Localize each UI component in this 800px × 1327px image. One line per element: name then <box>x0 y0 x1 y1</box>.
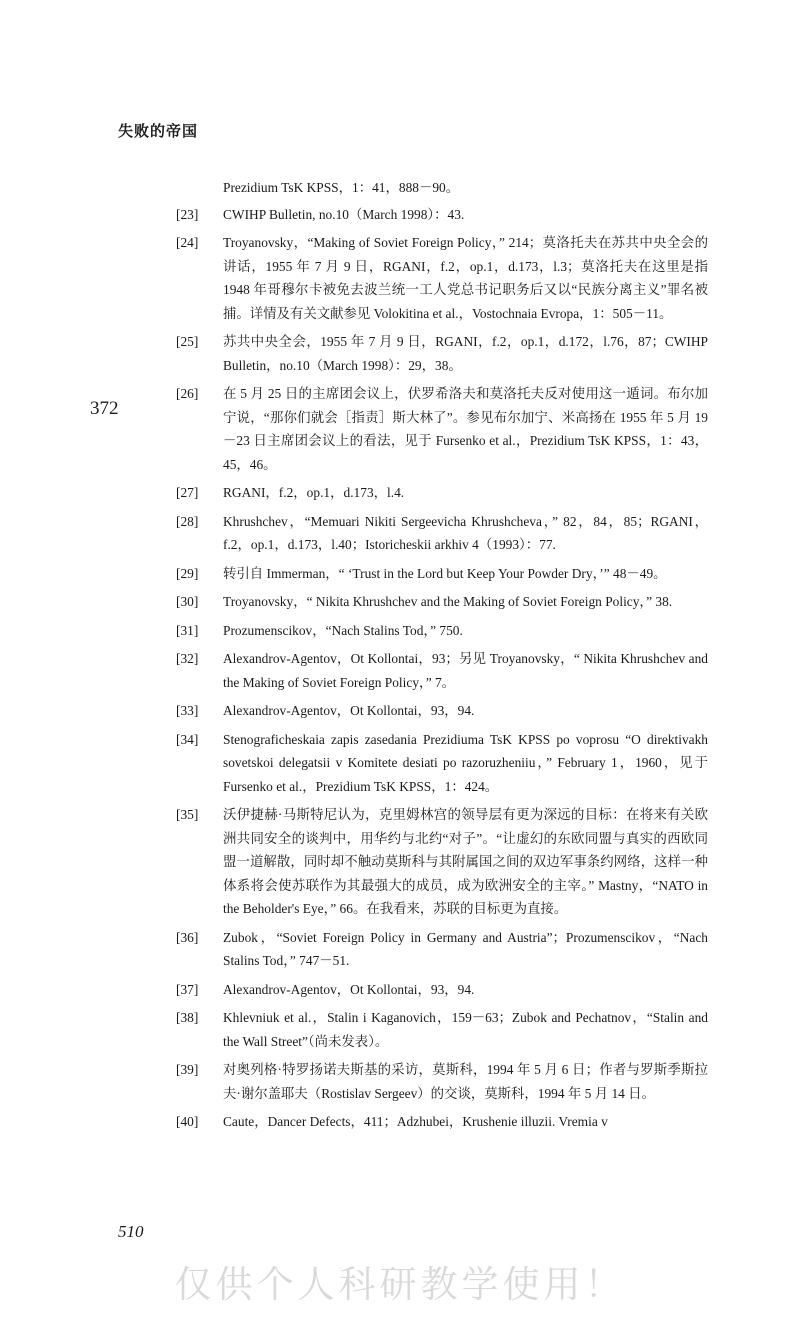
note-continuation: Prezidium TsK KPSS，1：41，888－90。 <box>223 180 460 195</box>
endnote <box>176 1006 708 1053</box>
endnote-text: Alexandrov-Agentov，Ot Kollontai，93，94. <box>223 703 475 718</box>
endnote <box>176 978 708 1002</box>
endnote <box>176 562 708 586</box>
endnote-text: Troyanovsky，“ Nikita Khrushchev and the Making of Soviet Foreign Policy，” 38. <box>223 594 673 609</box>
watermark: 仅供个人科研教学使用！ <box>174 1263 626 1306</box>
endnote-text: Zubok，“Soviet Foreign Policy in Germany and Austria”；Prozumenscikov，“Nach Stalins Tod，” 747－51. <box>223 929 708 968</box>
endnote-text: Troyanovsky，“Making of Soviet Foreign Policy，” 214；莫洛托夫在苏共中央全会的讲话，1955 年 7 月 9 日，RGANI，f.2，op.1，d.173，l.3；莫洛托夫在这里是指 1948 年哥穆尔卡被免去波兰统一工人党总书记职务后又以“民族分离主义”罪名被捕。详情及有关文献参见 Volokitina et al.，Vostochnaia Evropa，1：505－11。 <box>223 235 708 321</box>
endnote <box>176 647 708 694</box>
endnote-number: [27] <box>176 485 199 500</box>
endnote <box>176 728 708 799</box>
endnote <box>176 203 708 227</box>
endnote-text: CWIHP Bulletin, no.10（March 1998）：43. <box>223 206 465 222</box>
endnote-number: [34] <box>176 731 199 747</box>
endnote <box>176 803 708 921</box>
endnote <box>176 382 708 476</box>
endnote <box>176 510 708 557</box>
endnote-text: 对奥列格·特罗扬诺夫斯基的采访，莫斯科，1994 年 5 月 6 日；作者与罗斯季斯拉夫·谢尔盖耶夫（Rostislav Sergeev）的交谈，莫斯科，1994 年 5 月 14 日。 <box>223 1062 708 1101</box>
endnote-number: [37] <box>176 981 199 997</box>
endnote-text: Caute，Dancer Defects，411；Adzhubei，Krushenie illuzii. Vremia v <box>223 1114 608 1129</box>
endnotes-list <box>176 176 708 1139</box>
endnote <box>176 590 708 614</box>
endnote-text: Khlevniuk et al.，Stalin i Kaganovich，159－63；Zubok and Pechatnov，“Stalin and the Wall Street”（尚未发表）。 <box>223 1010 708 1049</box>
margin-page-number: 372 <box>90 398 119 419</box>
endnote-number: [24] <box>176 235 199 250</box>
endnote-number: [23] <box>176 206 199 222</box>
endnote-number: [28] <box>176 513 199 529</box>
endnote <box>176 481 708 505</box>
endnote <box>176 231 708 325</box>
endnote <box>176 619 708 643</box>
endnote-number: [39] <box>176 1062 199 1077</box>
endnote <box>176 699 708 723</box>
endnote <box>176 1110 708 1134</box>
endnote-text: Stenograficheskaia zapis zasedania Prezidiuma TsK KPSS po voprosu “O direktivakh sovetskoi delegatsii v Komitete desiati po razoruzheniiu，” February 1，1960，见于 Fursenko et al.，Prezidium TsK KPSS，1：424。 <box>223 731 708 794</box>
endnote-number: [30] <box>176 594 199 609</box>
endnote-number: [35] <box>176 807 199 822</box>
endnote <box>176 1058 708 1105</box>
endnote-number: [26] <box>176 386 199 401</box>
endnote-text: Alexandrov-Agentov，Ot Kollontai，93；另见 Troyanovsky，“ Nikita Khrushchev and the Making of Soviet Foreign Policy，” 7。 <box>223 651 708 690</box>
endnote-text: 苏共中央全会，1955 年 7 月 9 日，RGANI，f.2，op.1，d.172，l.76，87；CWIHP Bulletin，no.10（March 1998）：29，38。 <box>223 334 708 373</box>
endnote-text: 转引自 Immerman，“ ‘Trust in the Lord but Keep Your Powder Dry，’” 48－49。 <box>223 565 667 581</box>
endnote-text: Khrushchev，“Memuari Nikiti Sergeevicha Khrushcheva，” 82，84，85；RGANI，f.2，op.1，d.173，l.40；Istoricheskii arkhiv 4（1993）：77. <box>223 513 708 552</box>
endnote-text: Alexandrov-Agentov，Ot Kollontai，93，94. <box>223 981 475 997</box>
endnote-number: [29] <box>176 565 199 581</box>
endnote <box>176 926 708 973</box>
endnote-number: [25] <box>176 334 199 349</box>
endnote-text: RGANI，f.2，op.1，d.173，l.4. <box>223 485 405 500</box>
endnote-number: [36] <box>176 929 199 945</box>
running-title: 失败的帝国 <box>118 122 199 140</box>
endnote-number: [33] <box>176 703 199 718</box>
endnote-number: [38] <box>176 1010 199 1025</box>
endnote-number: [40] <box>176 1114 199 1129</box>
endnote-text: 在 5 月 25 日的主席团会议上，伏罗希洛夫和莫洛托夫反对使用这一遁词。布尔加宁说，“那你们就会［指责］斯大林了”。参见布尔加宁、米高扬在 1955 年 5 月 19－23 日主席团会议上的看法，见于 Fursenko et al.，Prezidium TsK KPSS，1：43，45，46。 <box>223 386 708 472</box>
endnote-text: Prozumenscikov，“Nach Stalins Tod，” 750. <box>223 622 463 638</box>
endnote <box>176 330 708 377</box>
endnote-number: [32] <box>176 651 199 666</box>
page-number: 510 <box>118 1222 144 1241</box>
endnote-number: [31] <box>176 622 199 638</box>
endnote-text: 沃伊捷赫·马斯特尼认为，克里姆林宫的领导层有更为深远的目标：在将来有关欧洲共同安全的谈判中，用华约与北约“对子”。“让虚幻的东欧同盟与真实的西欧同盟一道解散，同时却不触动莫斯科与其附属国之间的双边军事条约网络，这样一种体系将会使苏联作为其最强大的成员，成为欧洲安全的主宰。” Mastny，“NATO in the Beholder's Eye，” 66。在我看来，苏联的目标更为直接。 <box>223 807 708 916</box>
